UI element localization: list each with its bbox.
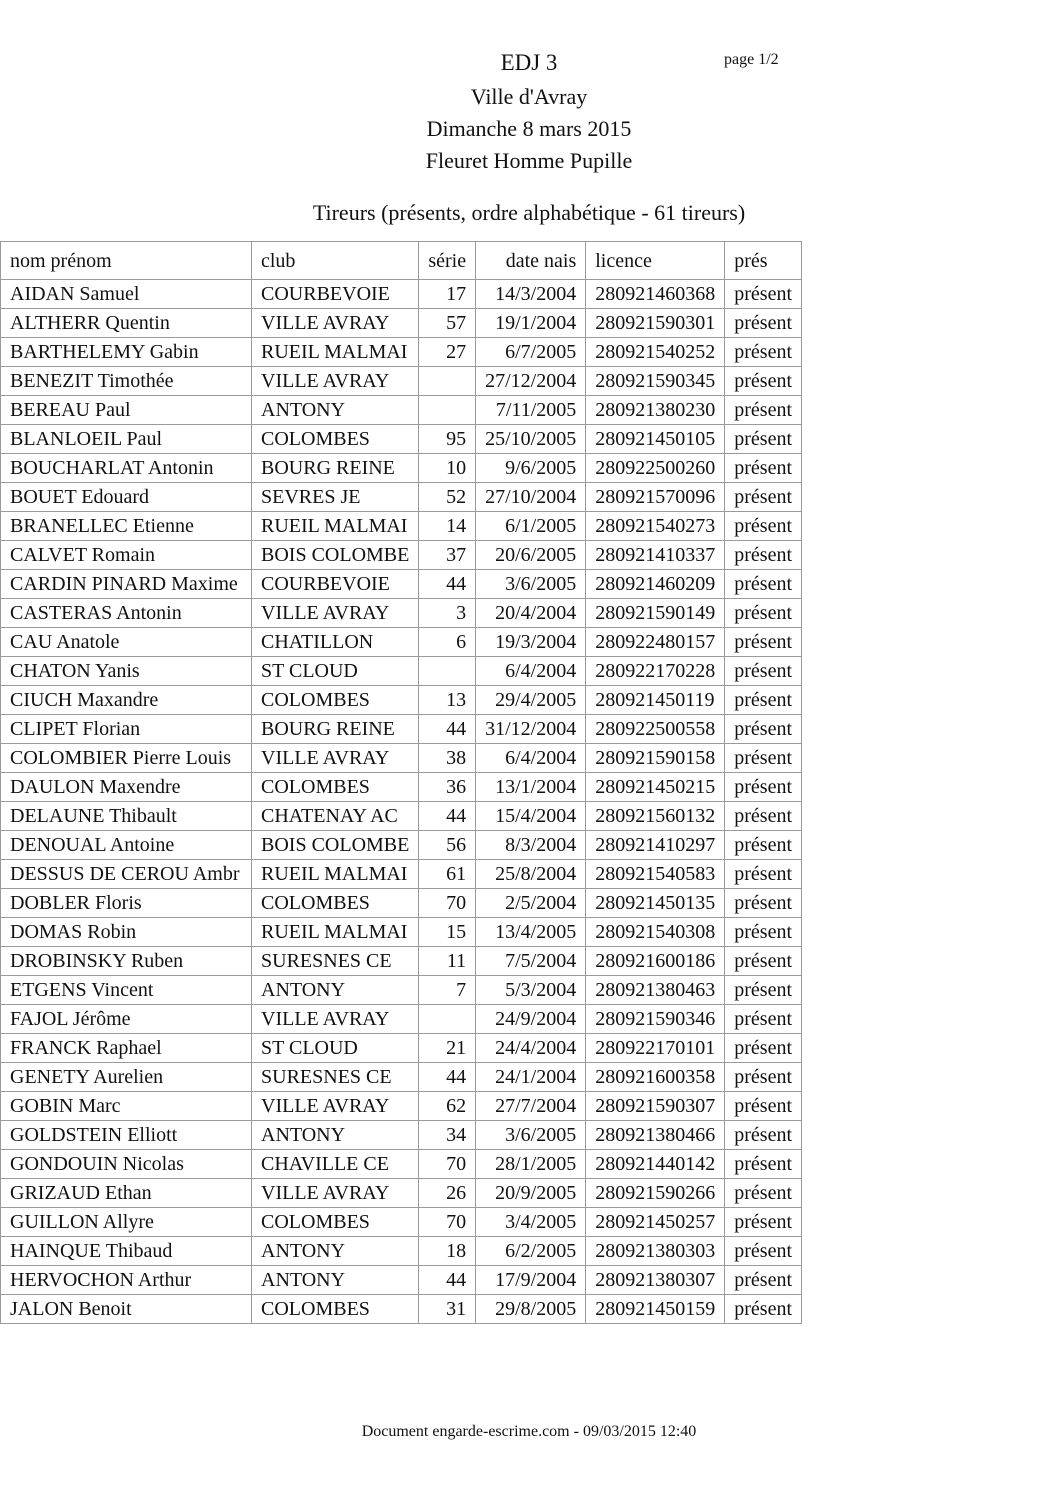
cell-serie: 7 [419, 976, 476, 1005]
table-row [1, 628, 802, 657]
table-row [1, 367, 802, 396]
cell-name: CLIPET Florian [1, 715, 252, 744]
cell-club: ANTONY [252, 396, 419, 425]
cell-name: GENETY Aurelien [1, 1063, 252, 1092]
cell-presence: présent [725, 628, 802, 657]
cell-name: BENEZIT Timothée [1, 367, 252, 396]
cell-serie: 70 [419, 889, 476, 918]
cell-licence: 280921540583 [586, 860, 725, 889]
cell-name: CALVET Romain [1, 541, 252, 570]
cell-serie: 10 [419, 454, 476, 483]
cell-name: HAINQUE Thibaud [1, 1237, 252, 1266]
cell-presence: présent [725, 802, 802, 831]
cell-club: COLOMBES [252, 889, 419, 918]
document-footer: Document engarde-escrime.com - 09/03/2015 12:40 [361, 1423, 697, 1440]
cell-birthdate: 19/1/2004 [476, 309, 586, 338]
cell-serie: 62 [419, 1092, 476, 1121]
cell-serie: 13 [419, 686, 476, 715]
cell-presence: présent [725, 976, 802, 1005]
cell-birthdate: 27/10/2004 [476, 483, 586, 512]
cell-licence: 280921450105 [586, 425, 725, 454]
cell-presence: présent [725, 686, 802, 715]
cell-licence: 280922480157 [586, 628, 725, 657]
cell-presence: présent [725, 1034, 802, 1063]
cell-name: FRANCK Raphael [1, 1034, 252, 1063]
cell-presence: présent [725, 1237, 802, 1266]
table-row [1, 280, 802, 309]
cell-presence: présent [725, 773, 802, 802]
cell-presence: présent [725, 1208, 802, 1237]
cell-name: JALON Benoit [1, 1295, 252, 1324]
cell-serie: 18 [419, 1237, 476, 1266]
cell-licence: 280921590346 [586, 1005, 725, 1034]
cell-club: RUEIL MALMAI [252, 512, 419, 541]
table-row [1, 1208, 802, 1237]
table-body [1, 280, 802, 1324]
cell-licence: 280921450159 [586, 1295, 725, 1324]
cell-birthdate: 29/8/2005 [476, 1295, 586, 1324]
cell-presence: présent [725, 396, 802, 425]
cell-serie: 38 [419, 744, 476, 773]
table-row [1, 1179, 802, 1208]
cell-presence: présent [725, 425, 802, 454]
cell-licence: 280921380466 [586, 1121, 725, 1150]
cell-serie: 70 [419, 1208, 476, 1237]
cell-club: VILLE AVRAY [252, 309, 419, 338]
cell-birthdate: 6/7/2005 [476, 338, 586, 367]
cell-serie: 17 [419, 280, 476, 309]
table-row [1, 1237, 802, 1266]
cell-birthdate: 27/7/2004 [476, 1092, 586, 1121]
cell-name: BOUET Edouard [1, 483, 252, 512]
cell-club: SEVRES JE [252, 483, 419, 512]
cell-club: VILLE AVRAY [252, 367, 419, 396]
cell-birthdate: 20/9/2005 [476, 1179, 586, 1208]
cell-name: BLANLOEIL Paul [1, 425, 252, 454]
cell-birthdate: 13/4/2005 [476, 918, 586, 947]
cell-club: ST CLOUD [252, 1034, 419, 1063]
event-category: Fleuret Homme Pupille [425, 148, 633, 173]
cell-presence: présent [725, 1150, 802, 1179]
cell-licence: 280921570096 [586, 483, 725, 512]
cell-serie [419, 367, 476, 396]
table-row [1, 1121, 802, 1150]
cell-name: DELAUNE Thibault [1, 802, 252, 831]
cell-birthdate: 6/2/2005 [476, 1237, 586, 1266]
page-number: page 1/2 [724, 51, 779, 68]
cell-presence: présent [725, 280, 802, 309]
cell-presence: présent [725, 483, 802, 512]
table-row [1, 918, 802, 947]
cell-birthdate: 6/1/2005 [476, 512, 586, 541]
cell-serie [419, 396, 476, 425]
cell-birthdate: 24/1/2004 [476, 1063, 586, 1092]
cell-presence: présent [725, 1092, 802, 1121]
cell-birthdate: 3/6/2005 [476, 1121, 586, 1150]
cell-birthdate: 6/4/2004 [476, 657, 586, 686]
cell-licence: 280921440142 [586, 1150, 725, 1179]
document-title: EDJ 3 [500, 50, 558, 75]
cell-name: CHATON Yanis [1, 657, 252, 686]
cell-club: ANTONY [252, 1266, 419, 1295]
cell-club: COLOMBES [252, 773, 419, 802]
cell-name: HERVOCHON Arthur [1, 1266, 252, 1295]
table-row [1, 1005, 802, 1034]
cell-licence: 280921540252 [586, 338, 725, 367]
cell-birthdate: 17/9/2004 [476, 1266, 586, 1295]
cell-club: BOIS COLOMBE [252, 831, 419, 860]
table-row [1, 1295, 802, 1324]
cell-presence: présent [725, 657, 802, 686]
cell-serie: 21 [419, 1034, 476, 1063]
cell-presence: présent [725, 570, 802, 599]
cell-serie [419, 657, 476, 686]
cell-presence: présent [725, 715, 802, 744]
table-row [1, 860, 802, 889]
cell-name: CASTERAS Antonin [1, 599, 252, 628]
cell-birthdate: 13/1/2004 [476, 773, 586, 802]
cell-serie [419, 1005, 476, 1034]
cell-birthdate: 14/3/2004 [476, 280, 586, 309]
table-row [1, 657, 802, 686]
cell-presence: présent [725, 1179, 802, 1208]
cell-birthdate: 28/1/2005 [476, 1150, 586, 1179]
cell-licence: 280922170101 [586, 1034, 725, 1063]
cell-club: VILLE AVRAY [252, 1005, 419, 1034]
cell-presence: présent [725, 1063, 802, 1092]
cell-birthdate: 2/5/2004 [476, 889, 586, 918]
cell-club: BOURG REINE [252, 715, 419, 744]
cell-name: GUILLON Allyre [1, 1208, 252, 1237]
cell-licence: 280921380303 [586, 1237, 725, 1266]
cell-birthdate: 25/10/2005 [476, 425, 586, 454]
cell-licence: 280921540308 [586, 918, 725, 947]
cell-licence: 280921410297 [586, 831, 725, 860]
cell-club: VILLE AVRAY [252, 744, 419, 773]
cell-birthdate: 29/4/2005 [476, 686, 586, 715]
cell-licence: 280922500558 [586, 715, 725, 744]
cell-birthdate: 3/6/2005 [476, 570, 586, 599]
cell-club: CHAVILLE CE [252, 1150, 419, 1179]
cell-licence: 280922170228 [586, 657, 725, 686]
table-row [1, 396, 802, 425]
cell-club: ANTONY [252, 1237, 419, 1266]
cell-name: AIDAN Samuel [1, 280, 252, 309]
table-row [1, 1266, 802, 1295]
cell-name: GOBIN Marc [1, 1092, 252, 1121]
cell-presence: présent [725, 367, 802, 396]
list-subtitle: Tireurs (présents, ordre alphabétique - 61 tireurs) [312, 200, 746, 225]
cell-club: COLOMBES [252, 1208, 419, 1237]
cell-birthdate: 31/12/2004 [476, 715, 586, 744]
cell-club: BOURG REINE [252, 454, 419, 483]
cell-birthdate: 8/3/2004 [476, 831, 586, 860]
cell-club: COURBEVOIE [252, 280, 419, 309]
cell-name: BOUCHARLAT Antonin [1, 454, 252, 483]
cell-name: FAJOL Jérôme [1, 1005, 252, 1034]
cell-presence: présent [725, 744, 802, 773]
cell-serie: 52 [419, 483, 476, 512]
cell-licence: 280921560132 [586, 802, 725, 831]
table-row [1, 599, 802, 628]
cell-licence: 280921600186 [586, 947, 725, 976]
cell-club: COLOMBES [252, 425, 419, 454]
table-header-row [1, 242, 802, 280]
cell-club: CHATILLON [252, 628, 419, 657]
cell-club: ANTONY [252, 976, 419, 1005]
cell-presence: présent [725, 1005, 802, 1034]
cell-licence: 280921450215 [586, 773, 725, 802]
shooters-table [0, 241, 802, 1324]
cell-licence: 280921380230 [586, 396, 725, 425]
cell-club: VILLE AVRAY [252, 1092, 419, 1121]
cell-licence: 280921380463 [586, 976, 725, 1005]
cell-licence: 280921380307 [586, 1266, 725, 1295]
table-row [1, 570, 802, 599]
cell-licence: 280921590345 [586, 367, 725, 396]
cell-name: DAULON Maxendre [1, 773, 252, 802]
cell-serie: 15 [419, 918, 476, 947]
cell-licence: 280921460368 [586, 280, 725, 309]
cell-serie: 56 [419, 831, 476, 860]
cell-presence: présent [725, 918, 802, 947]
cell-birthdate: 19/3/2004 [476, 628, 586, 657]
column-header-serie: série [419, 242, 476, 280]
cell-name: DESSUS DE CEROU Ambr [1, 860, 252, 889]
cell-name: DOMAS Robin [1, 918, 252, 947]
cell-licence: 280921590149 [586, 599, 725, 628]
cell-serie: 61 [419, 860, 476, 889]
table-row [1, 541, 802, 570]
table-row [1, 512, 802, 541]
cell-licence: 280921590307 [586, 1092, 725, 1121]
cell-licence: 280921590266 [586, 1179, 725, 1208]
table-row [1, 715, 802, 744]
cell-club: ST CLOUD [252, 657, 419, 686]
cell-club: ANTONY [252, 1121, 419, 1150]
cell-serie: 57 [419, 309, 476, 338]
table-row [1, 1034, 802, 1063]
cell-club: SURESNES CE [252, 1063, 419, 1092]
column-header-presence: prés [725, 242, 802, 280]
cell-name: CARDIN PINARD Maxime [1, 570, 252, 599]
cell-presence: présent [725, 512, 802, 541]
cell-serie: 26 [419, 1179, 476, 1208]
cell-club: COLOMBES [252, 686, 419, 715]
cell-presence: présent [725, 860, 802, 889]
table-row [1, 483, 802, 512]
table-row [1, 454, 802, 483]
cell-serie: 37 [419, 541, 476, 570]
cell-presence: présent [725, 599, 802, 628]
table-row [1, 338, 802, 367]
table-row [1, 744, 802, 773]
cell-birthdate: 7/11/2005 [476, 396, 586, 425]
cell-serie: 44 [419, 715, 476, 744]
cell-serie: 11 [419, 947, 476, 976]
cell-presence: présent [725, 947, 802, 976]
cell-club: RUEIL MALMAI [252, 918, 419, 947]
cell-serie: 44 [419, 570, 476, 599]
cell-licence: 280921590158 [586, 744, 725, 773]
cell-licence: 280921600358 [586, 1063, 725, 1092]
cell-name: ALTHERR Quentin [1, 309, 252, 338]
cell-name: GRIZAUD Ethan [1, 1179, 252, 1208]
cell-name: DOBLER Floris [1, 889, 252, 918]
table-row [1, 831, 802, 860]
cell-serie: 27 [419, 338, 476, 367]
cell-serie: 44 [419, 1266, 476, 1295]
table-row [1, 1092, 802, 1121]
cell-presence: présent [725, 831, 802, 860]
cell-presence: présent [725, 541, 802, 570]
cell-serie: 14 [419, 512, 476, 541]
cell-presence: présent [725, 1121, 802, 1150]
cell-name: COLOMBIER Pierre Louis [1, 744, 252, 773]
cell-name: BRANELLEC Etienne [1, 512, 252, 541]
table-row [1, 947, 802, 976]
cell-licence: 280921450257 [586, 1208, 725, 1237]
cell-name: ETGENS Vincent [1, 976, 252, 1005]
cell-name: DROBINSKY Ruben [1, 947, 252, 976]
cell-serie: 44 [419, 802, 476, 831]
cell-name: DENOUAL Antoine [1, 831, 252, 860]
column-header-licence: licence [586, 242, 725, 280]
cell-club: RUEIL MALMAI [252, 860, 419, 889]
cell-club: CHATENAY AC [252, 802, 419, 831]
table-row [1, 976, 802, 1005]
cell-birthdate: 20/4/2004 [476, 599, 586, 628]
cell-club: BOIS COLOMBE [252, 541, 419, 570]
cell-club: SURESNES CE [252, 947, 419, 976]
cell-birthdate: 24/9/2004 [476, 1005, 586, 1034]
cell-birthdate: 9/6/2005 [476, 454, 586, 483]
table-row [1, 773, 802, 802]
table-row [1, 802, 802, 831]
cell-licence: 280921410337 [586, 541, 725, 570]
cell-birthdate: 15/4/2004 [476, 802, 586, 831]
table-row [1, 1063, 802, 1092]
table-row [1, 889, 802, 918]
cell-licence: 280921450135 [586, 889, 725, 918]
cell-club: COURBEVOIE [252, 570, 419, 599]
cell-club: RUEIL MALMAI [252, 338, 419, 367]
cell-presence: présent [725, 454, 802, 483]
cell-presence: présent [725, 1266, 802, 1295]
cell-serie: 70 [419, 1150, 476, 1179]
table-row [1, 1150, 802, 1179]
column-header-birthdate: date nais [476, 242, 586, 280]
cell-licence: 280921590301 [586, 309, 725, 338]
cell-licence: 280921540273 [586, 512, 725, 541]
cell-club: VILLE AVRAY [252, 1179, 419, 1208]
cell-serie: 36 [419, 773, 476, 802]
cell-club: COLOMBES [252, 1295, 419, 1324]
cell-licence: 280921460209 [586, 570, 725, 599]
cell-name: CIUCH Maxandre [1, 686, 252, 715]
cell-birthdate: 5/3/2004 [476, 976, 586, 1005]
table-row [1, 686, 802, 715]
cell-presence: présent [725, 1295, 802, 1324]
cell-licence: 280922500260 [586, 454, 725, 483]
cell-birthdate: 7/5/2004 [476, 947, 586, 976]
cell-serie: 3 [419, 599, 476, 628]
table-row [1, 309, 802, 338]
cell-name: BARTHELEMY Gabin [1, 338, 252, 367]
column-header-name: nom prénom [1, 242, 252, 280]
cell-birthdate: 20/6/2005 [476, 541, 586, 570]
cell-birthdate: 25/8/2004 [476, 860, 586, 889]
cell-birthdate: 27/12/2004 [476, 367, 586, 396]
cell-presence: présent [725, 309, 802, 338]
column-header-club: club [252, 242, 419, 280]
cell-serie: 6 [419, 628, 476, 657]
cell-name: CAU Anatole [1, 628, 252, 657]
cell-presence: présent [725, 338, 802, 367]
table-row [1, 425, 802, 454]
cell-serie: 95 [419, 425, 476, 454]
cell-serie: 31 [419, 1295, 476, 1324]
cell-presence: présent [725, 889, 802, 918]
cell-serie: 44 [419, 1063, 476, 1092]
cell-licence: 280921450119 [586, 686, 725, 715]
cell-birthdate: 24/4/2004 [476, 1034, 586, 1063]
event-venue: Ville d'Avray [470, 84, 588, 109]
cell-name: BEREAU Paul [1, 396, 252, 425]
cell-birthdate: 6/4/2004 [476, 744, 586, 773]
cell-birthdate: 3/4/2005 [476, 1208, 586, 1237]
cell-club: VILLE AVRAY [252, 599, 419, 628]
cell-serie: 34 [419, 1121, 476, 1150]
cell-name: GOLDSTEIN Elliott [1, 1121, 252, 1150]
event-date: Dimanche 8 mars 2015 [426, 116, 632, 141]
cell-name: GONDOUIN Nicolas [1, 1150, 252, 1179]
